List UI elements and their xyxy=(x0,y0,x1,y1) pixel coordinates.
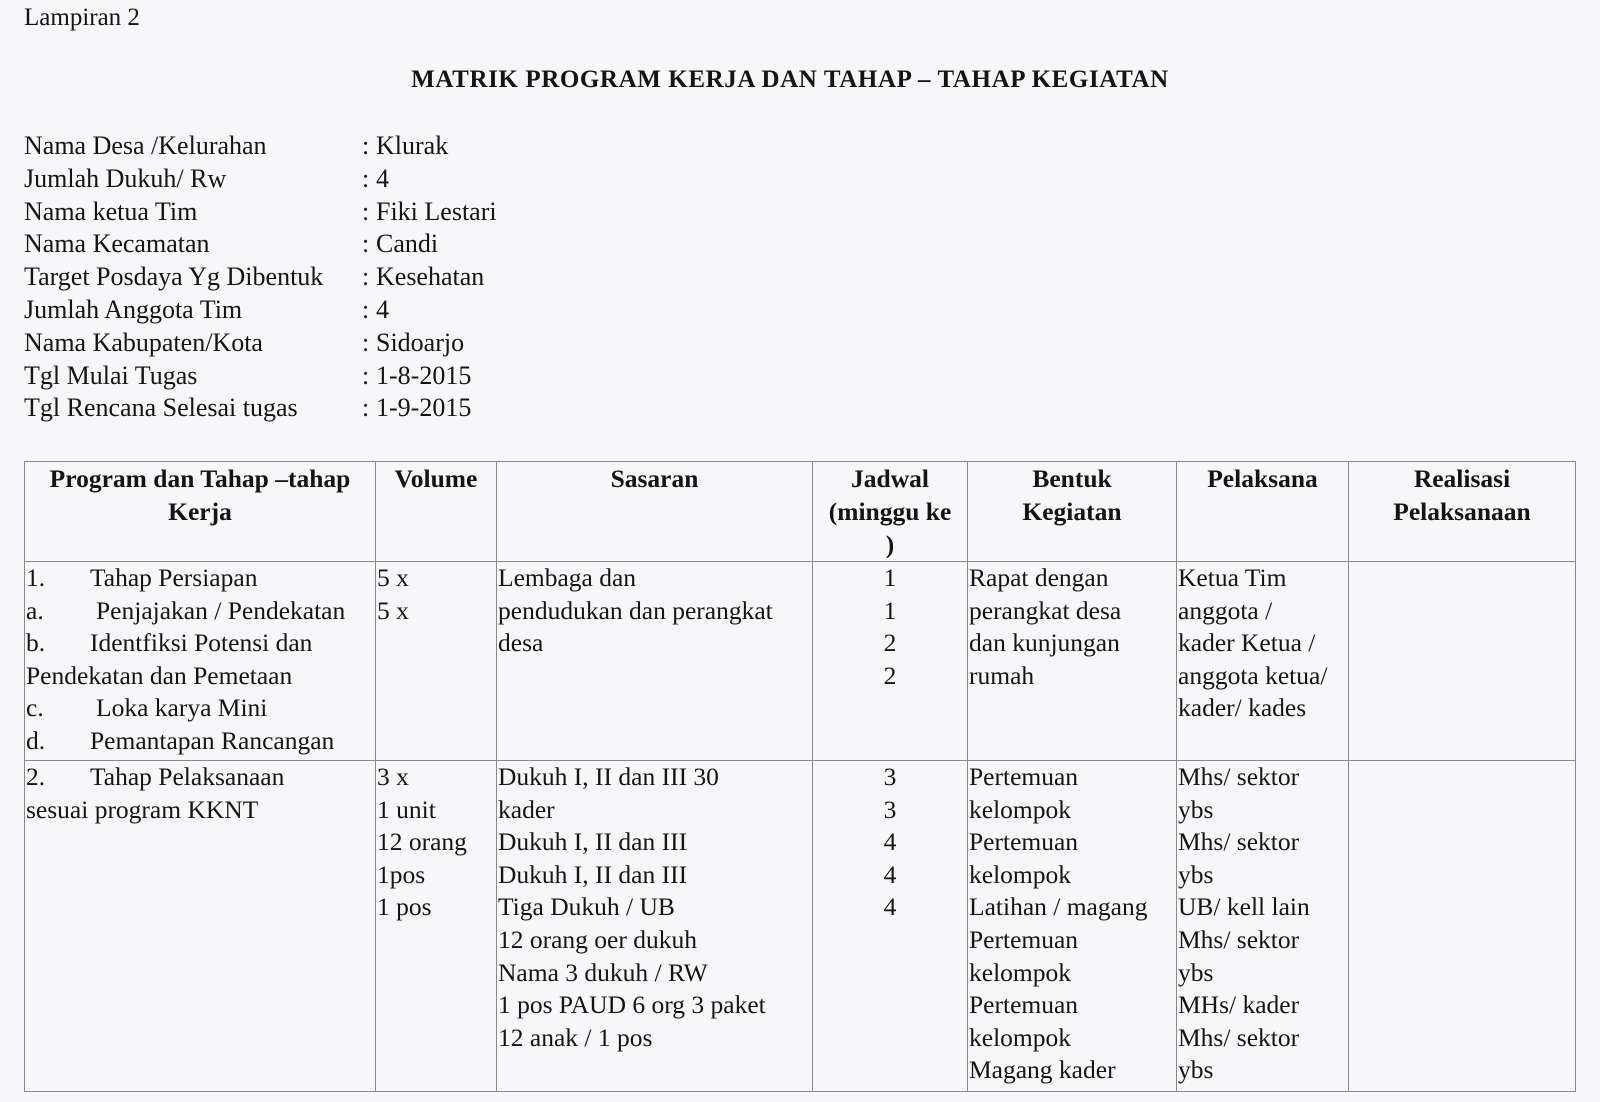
pelaksana-line: MHs/ kader xyxy=(1178,990,1300,1020)
column-header-volume xyxy=(376,462,497,562)
program-line xyxy=(26,761,374,794)
pelaksana-line: anggota ketua/ xyxy=(1178,660,1328,690)
pelaksana-line: Mhs/ sektor xyxy=(1178,924,1300,954)
info-value: Fiki Lestari xyxy=(376,196,497,226)
sasaran-line: Dukuh I, II dan III 30 xyxy=(498,762,719,791)
bentuk-line: Latihan / magang xyxy=(969,892,1148,922)
pelaksana-line: ybs xyxy=(1178,794,1214,824)
info-row xyxy=(24,294,497,327)
pelaksana-line: ybs xyxy=(1178,957,1214,987)
table-header-row xyxy=(25,462,1576,562)
column-header-jadwal xyxy=(813,462,968,562)
pelaksana-line: kader/ kades xyxy=(1178,693,1307,723)
info-row xyxy=(24,360,497,393)
info-value: 1-8-2015 xyxy=(376,360,472,390)
bentuk-line: Pertemuan xyxy=(969,924,1079,954)
sasaran-line: 12 anak / 1 pos xyxy=(498,1022,653,1052)
column-header-text: Volume xyxy=(394,464,478,493)
program-text: Pemantapan Rancangan xyxy=(90,725,335,755)
sasaran-cell xyxy=(497,761,813,1092)
bentuk-line: Magang kader xyxy=(969,1055,1116,1085)
pelaksana-line: ybs xyxy=(1178,1055,1214,1085)
column-header-program xyxy=(25,462,376,562)
column-header-sasaran xyxy=(497,462,813,562)
program-number: 2. xyxy=(26,762,46,791)
jadwal-line: 1 xyxy=(883,595,897,625)
column-header-text: Bentuk xyxy=(1032,464,1112,493)
info-row xyxy=(24,163,497,196)
program-line xyxy=(26,794,374,827)
pelaksana-line: Ketua Tim xyxy=(1178,563,1287,592)
info-label: Tgl Rencana Selesai tugas xyxy=(24,393,298,423)
program-cell xyxy=(25,761,376,1092)
jadwal-cell xyxy=(813,562,968,761)
bentuk-line: Pertemuan xyxy=(969,990,1079,1020)
program-text: sesuai program KKNT xyxy=(26,794,259,824)
program-text: Tahap Persiapan xyxy=(90,563,258,592)
info-label: Target Posdaya Yg Dibentuk xyxy=(24,262,324,292)
info-separator: : xyxy=(362,294,370,324)
volume-line: 5 x xyxy=(377,595,409,625)
sasaran-line: Dukuh I, II dan III xyxy=(498,827,688,857)
jadwal-cell xyxy=(813,761,968,1092)
column-header-text: Realisasi xyxy=(1413,464,1511,493)
jadwal-line: 2 xyxy=(883,660,897,690)
volume-line: 12 orang xyxy=(377,827,467,857)
bentuk-cell xyxy=(968,562,1177,761)
info-row xyxy=(24,327,497,360)
sasaran-line: Tiga Dukuh / UB xyxy=(498,892,675,922)
jadwal-line: 3 xyxy=(883,794,897,824)
jadwal-line: 4 xyxy=(883,892,897,922)
bentuk-line: kelompok xyxy=(969,859,1071,889)
volume-line: 5 x xyxy=(377,563,409,592)
bentuk-line: kelompok xyxy=(969,794,1071,824)
bentuk-line: Rapat dengan xyxy=(969,563,1109,592)
sasaran-cell xyxy=(497,562,813,761)
volume-line: 3 x xyxy=(377,762,409,791)
program-line xyxy=(26,595,374,628)
sasaran-line: Lembaga dan xyxy=(498,563,637,592)
column-header-text: Kegiatan xyxy=(1022,497,1122,526)
column-header-text: Sasaran xyxy=(610,464,699,493)
info-value: Sidoarjo xyxy=(376,327,465,357)
info-label: Jumlah Dukuh/ Rw xyxy=(24,163,227,193)
sasaran-line: pendudukan dan perangkat xyxy=(498,595,773,625)
column-header-text: Program dan Tahap –tahap xyxy=(49,464,351,493)
jadwal-line: 4 xyxy=(883,859,897,889)
sasaran-line: 1 pos PAUD 6 org 3 paket xyxy=(498,990,766,1020)
info-value: Kesehatan xyxy=(376,262,485,292)
pelaksana-line: UB/ kell lain xyxy=(1178,892,1310,922)
info-label: Nama Kecamatan xyxy=(24,229,210,259)
column-header-text: Pelaksanaan xyxy=(1393,497,1531,526)
info-label: Nama Desa /Kelurahan xyxy=(24,131,267,160)
info-separator: : xyxy=(362,360,370,390)
jadwal-line: 4 xyxy=(883,827,897,857)
info-value: Klurak xyxy=(376,131,449,160)
info-row xyxy=(24,392,497,425)
jadwal-line: 3 xyxy=(883,762,897,791)
info-row xyxy=(24,228,497,261)
bentuk-line: Pertemuan xyxy=(969,827,1079,857)
program-line xyxy=(26,562,374,595)
pelaksana-cell xyxy=(1177,562,1349,761)
info-row xyxy=(24,130,497,163)
volume-line: 1pos xyxy=(377,859,426,889)
program-line xyxy=(26,725,374,758)
column-header-text: Kerja xyxy=(168,497,232,526)
program-line xyxy=(26,660,374,693)
program-number: b. xyxy=(26,628,46,658)
program-text: Tahap Pelaksanaan xyxy=(90,762,285,791)
sasaran-line: 12 orang oer dukuh xyxy=(498,924,697,954)
sasaran-line: kader xyxy=(498,794,555,824)
info-label: Tgl Mulai Tugas xyxy=(24,360,198,390)
info-row xyxy=(24,196,497,229)
pelaksana-line: Mhs/ sektor xyxy=(1178,762,1300,791)
info-separator: : xyxy=(362,327,370,357)
program-cell xyxy=(25,562,376,761)
jadwal-line: 1 xyxy=(883,563,897,592)
program-number: a. xyxy=(26,595,44,625)
attachment-label: Lampiran 2 xyxy=(24,4,140,31)
column-header-realisasi xyxy=(1349,462,1576,562)
column-header-text: Jadwal xyxy=(851,464,929,493)
realisasi-cell xyxy=(1349,562,1576,761)
program-line xyxy=(26,627,374,660)
column-header-text: Pelaksana xyxy=(1207,464,1318,493)
volume-line: 1 unit xyxy=(377,794,436,824)
info-row xyxy=(24,261,497,294)
pelaksana-line: kader Ketua / xyxy=(1178,628,1316,658)
info-value: 4 xyxy=(376,163,389,193)
volume-cell xyxy=(376,761,497,1092)
pelaksana-cell xyxy=(1177,761,1349,1092)
pelaksana-line: Mhs/ sektor xyxy=(1178,1022,1300,1052)
info-label: Jumlah Anggota Tim xyxy=(24,294,243,324)
column-header-text: ) xyxy=(885,530,895,559)
info-separator: : xyxy=(362,131,370,160)
program-number: c. xyxy=(26,693,44,723)
table-row xyxy=(25,562,1576,761)
info-separator: : xyxy=(362,393,370,423)
program-line xyxy=(26,692,374,725)
pelaksana-line: Mhs/ sektor xyxy=(1178,827,1300,857)
column-header-pelaksana xyxy=(1177,462,1349,562)
program-text: Loka karya Mini xyxy=(96,693,268,723)
program-number: d. xyxy=(26,725,46,755)
sasaran-line: Nama 3 dukuh / RW xyxy=(498,957,708,987)
info-separator: : xyxy=(362,163,370,193)
info-label: Nama Kabupaten/Kota xyxy=(24,327,263,357)
info-separator: : xyxy=(362,229,370,259)
info-separator: : xyxy=(362,196,370,226)
column-header-bentuk xyxy=(968,462,1177,562)
info-value: 4 xyxy=(376,294,389,324)
program-text: Penjajakan / Pendekatan xyxy=(96,595,346,625)
program-text: Pendekatan dan Pemetaan xyxy=(26,660,293,690)
sasaran-line: Dukuh I, II dan III xyxy=(498,859,688,889)
info-value: Candi xyxy=(376,229,439,259)
info-separator: : xyxy=(362,262,370,292)
realisasi-cell xyxy=(1349,761,1576,1092)
bentuk-cell xyxy=(968,761,1177,1092)
info-value: 1-9-2015 xyxy=(376,393,472,423)
bentuk-line: rumah xyxy=(969,660,1035,690)
program-number: 1. xyxy=(26,563,46,592)
volume-line: 1 pos xyxy=(377,892,432,922)
volume-cell xyxy=(376,562,497,761)
bentuk-line: Pertemuan xyxy=(969,762,1079,791)
bentuk-line: kelompok xyxy=(969,1022,1071,1052)
bentuk-line: dan kunjungan xyxy=(969,628,1120,658)
sasaran-line: desa xyxy=(498,628,544,658)
table-row xyxy=(25,761,1576,1092)
document-title: MATRIK PROGRAM KERJA DAN TAHAP – TAHAP KEGIATAN xyxy=(411,66,1169,93)
info-label: Nama ketua Tim xyxy=(24,196,198,226)
program-text: Identfiksi Potensi dan xyxy=(90,628,313,658)
pelaksana-line: ybs xyxy=(1178,859,1214,889)
program-matrix-table xyxy=(24,461,1576,1092)
jadwal-line: 2 xyxy=(883,628,897,658)
bentuk-line: kelompok xyxy=(969,957,1071,987)
bentuk-line: perangkat desa xyxy=(969,595,1122,625)
pelaksana-line: anggota / xyxy=(1178,595,1273,625)
column-header-text: (minggu ke xyxy=(828,497,952,526)
info-block xyxy=(24,130,497,425)
